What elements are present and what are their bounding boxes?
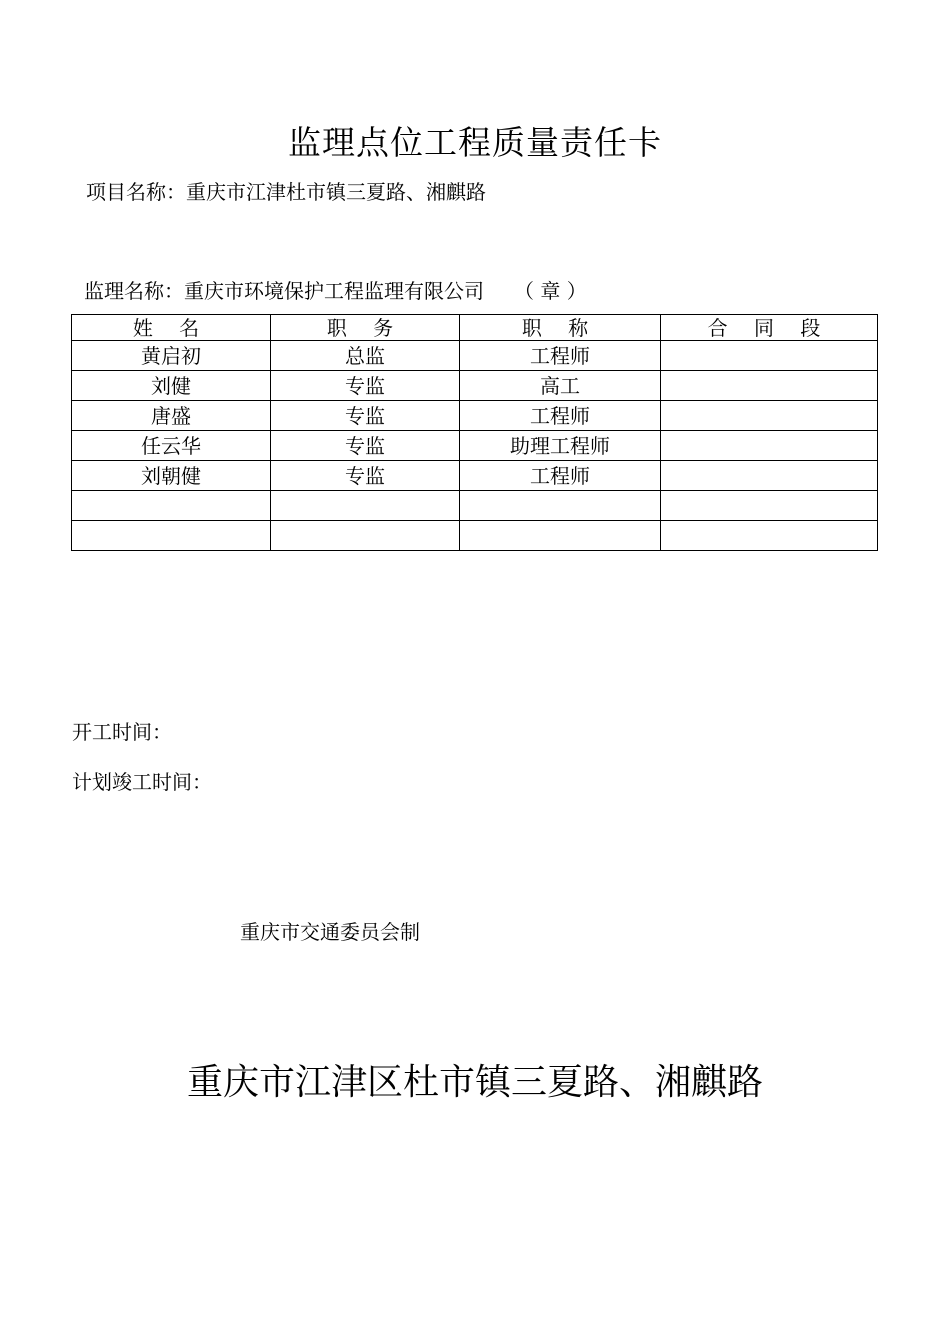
- table-row: [72, 431, 878, 461]
- cell-position: [271, 491, 460, 521]
- project-name-label: 项目名称：: [86, 180, 186, 204]
- table-row: [72, 341, 878, 371]
- cell-name: 唐盛: [72, 401, 271, 431]
- cell-title: [460, 491, 661, 521]
- cell-name: [72, 521, 271, 551]
- issuer-line: 重庆市交通委员会制: [240, 920, 420, 944]
- cell-name: 刘朝健: [72, 461, 271, 491]
- header-name: 姓 名: [72, 315, 271, 341]
- header-title: 职 称: [460, 315, 661, 341]
- cell-title: 高工: [460, 371, 661, 401]
- header-position: 职 务: [271, 315, 460, 341]
- seal-placeholder: （ 章 ）: [514, 279, 587, 303]
- footer-title: 重庆市江津区杜市镇三夏路、湘麒路: [186, 1062, 763, 1103]
- table-row: [72, 521, 878, 551]
- cell-position: 专监: [271, 461, 460, 491]
- cell-contract-section: [661, 431, 878, 461]
- cell-name: [72, 491, 271, 521]
- responsibility-table: [71, 314, 878, 551]
- project-name-line: [86, 178, 486, 206]
- cell-name: 刘健: [72, 371, 271, 401]
- cell-contract-section: [661, 401, 878, 431]
- finish-time-line: [72, 768, 212, 796]
- cell-title: 助理工程师: [460, 431, 661, 461]
- supervisor-name-line: [84, 277, 587, 305]
- cell-position: 专监: [271, 431, 460, 461]
- table-row: [72, 371, 878, 401]
- cell-title: 工程师: [460, 341, 661, 371]
- cell-contract-section: [661, 491, 878, 521]
- cell-contract-section: [661, 341, 878, 371]
- cell-contract-section: [661, 461, 878, 491]
- supervisor-name-label: 监理名称：: [84, 279, 184, 303]
- supervisor-name-value: 重庆市环境保护工程监理有限公司: [184, 279, 484, 303]
- table-row: [72, 461, 878, 491]
- cell-contract-section: [661, 371, 878, 401]
- finish-time-label: 计划竣工时间：: [72, 770, 212, 794]
- cell-title: 工程师: [460, 401, 661, 431]
- start-time-label: 开工时间：: [72, 720, 172, 744]
- cell-title: 工程师: [460, 461, 661, 491]
- cell-contract-section: [661, 521, 878, 551]
- cell-title: [460, 521, 661, 551]
- table-row: [72, 401, 878, 431]
- table-header-row: [72, 315, 878, 341]
- table-row: [72, 491, 878, 521]
- card-title: 监理点位工程质量责任卡: [288, 123, 662, 162]
- cell-position: 专监: [271, 401, 460, 431]
- project-name-value: 重庆市江津杜市镇三夏路、湘麒路: [186, 180, 486, 204]
- start-time-line: [72, 718, 172, 746]
- cell-name: 黄启初: [72, 341, 271, 371]
- header-contract-section: 合 同 段: [661, 315, 878, 341]
- cell-position: 专监: [271, 371, 460, 401]
- cell-position: [271, 521, 460, 551]
- cell-position: 总监: [271, 341, 460, 371]
- cell-name: 任云华: [72, 431, 271, 461]
